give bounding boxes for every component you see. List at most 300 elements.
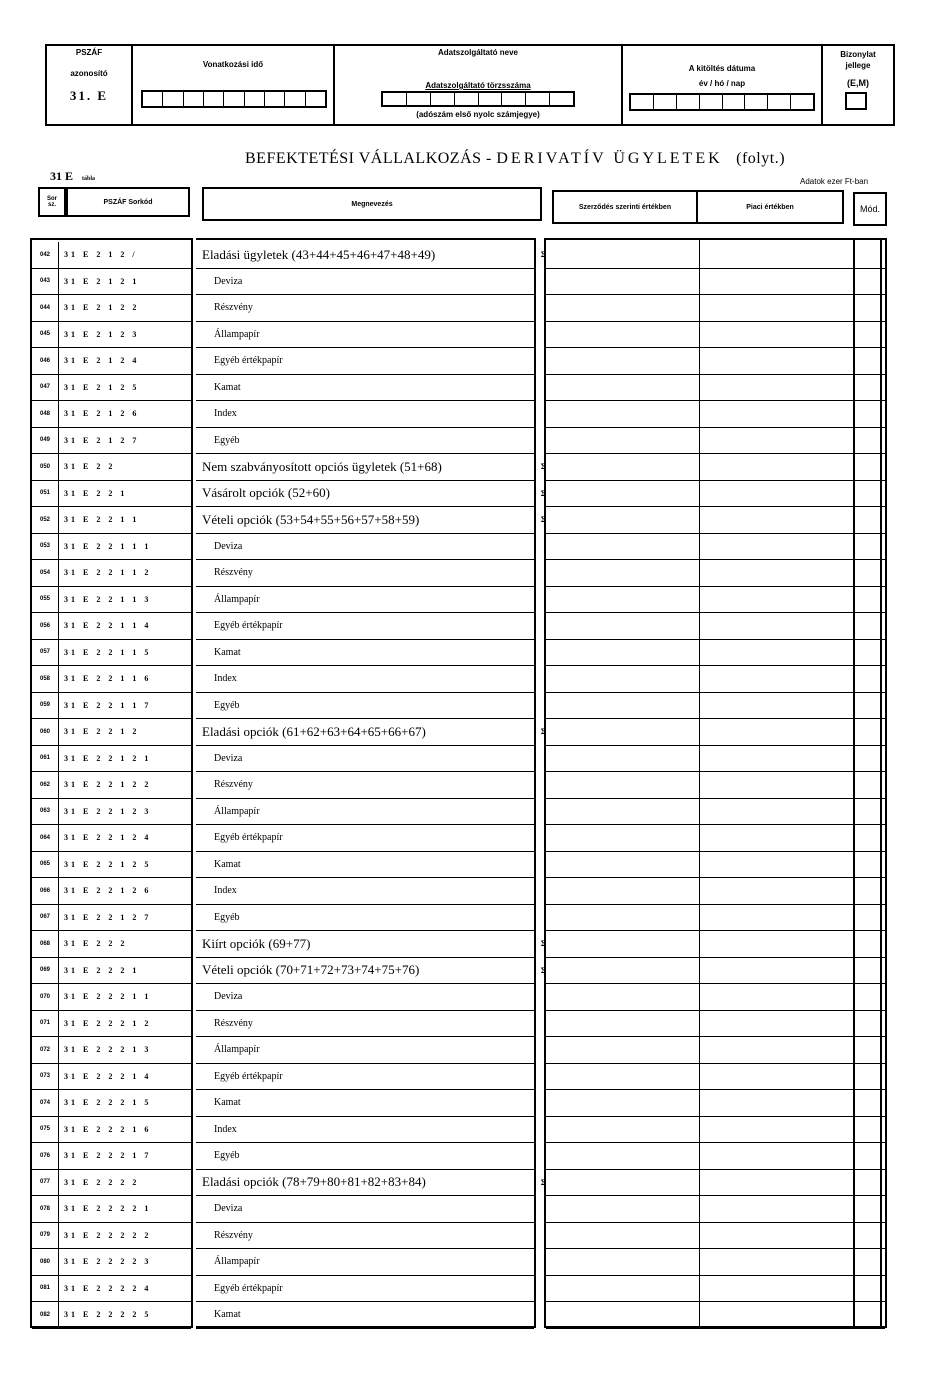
- mod-cell[interactable]: [855, 1223, 885, 1250]
- row-name: Nem szabványosított opciós ügyletek (51+68): [202, 458, 442, 474]
- sum-marker: Σ: [540, 250, 546, 259]
- table-row: [32, 931, 191, 958]
- table-row: [32, 481, 191, 508]
- row-number: 071: [32, 1011, 59, 1037]
- doc-type-label-2: jellege: [845, 61, 871, 70]
- row-name: Kamat: [214, 1309, 241, 1321]
- mod-cell[interactable]: [855, 322, 885, 349]
- units-note: Adatok ezer Ft-ban: [800, 177, 869, 186]
- row-number: 067: [32, 905, 59, 931]
- sum-marker: Σ: [540, 515, 546, 524]
- row-name: Egyéb: [214, 1150, 240, 1162]
- table-row: [32, 322, 191, 349]
- mod-cell[interactable]: [855, 666, 885, 693]
- mod-cell[interactable]: [855, 1037, 885, 1064]
- table-row: [32, 295, 191, 322]
- row-name: Egyéb: [214, 699, 240, 711]
- value-row: [546, 746, 880, 773]
- value-row: [546, 984, 880, 1011]
- value-row: [546, 1090, 880, 1117]
- table-row: [196, 799, 534, 826]
- value-row: [546, 242, 880, 269]
- row-number: 061: [32, 746, 59, 772]
- row-code: 31 E 2 1 2 4: [64, 356, 140, 366]
- contract-value-cell[interactable]: [546, 269, 699, 295]
- table-row: [32, 1302, 191, 1329]
- row-name: Állampapír: [214, 593, 260, 605]
- table-row: [196, 1011, 534, 1038]
- table-row: [32, 613, 191, 640]
- contract-value-cell[interactable]: [546, 348, 699, 374]
- doc-type-field[interactable]: [845, 92, 867, 110]
- contract-value-cell[interactable]: [546, 560, 699, 586]
- row-name: Részvény: [214, 302, 253, 314]
- values-table: [544, 238, 882, 1328]
- contract-value-cell[interactable]: [546, 746, 699, 772]
- contract-value-cell[interactable]: [546, 1276, 699, 1302]
- table-label: 31 E tábla: [50, 169, 96, 183]
- table-row: [32, 560, 191, 587]
- table-row: [196, 1090, 534, 1117]
- row-number: 069: [32, 958, 59, 984]
- mod-cell[interactable]: [855, 1302, 885, 1329]
- row-name: Index: [214, 673, 237, 685]
- sum-marker: Σ: [540, 488, 546, 498]
- mod-cell[interactable]: [855, 1090, 885, 1117]
- row-number: 060: [32, 719, 59, 745]
- table-row: [32, 401, 191, 428]
- value-row: [546, 269, 880, 296]
- contract-value-cell[interactable]: [546, 534, 699, 560]
- table-row: [196, 1276, 534, 1303]
- col-header-code: PSZÁF Sorkód: [66, 187, 190, 217]
- value-row: [546, 1302, 880, 1329]
- table-row: [32, 348, 191, 375]
- contract-value-cell[interactable]: [546, 454, 699, 480]
- row-name: Eladási opciók (78+79+80+81+82+83+84): [202, 1174, 426, 1190]
- value-row: [546, 666, 880, 693]
- row-name: Részvény: [214, 1017, 253, 1029]
- table-row: [196, 666, 534, 693]
- value-row: [546, 640, 880, 667]
- row-code: 31 E 2 2 1 2 3: [64, 806, 152, 816]
- row-number: 070: [32, 984, 59, 1010]
- table-row: [32, 1011, 191, 1038]
- row-number: 057: [32, 640, 59, 666]
- row-name: Deviza: [214, 991, 243, 1003]
- row-name: Deviza: [214, 275, 243, 287]
- contract-value-cell[interactable]: [546, 1170, 699, 1196]
- row-name: Állampapír: [214, 1256, 260, 1268]
- table-row: [32, 375, 191, 402]
- row-name: Index: [214, 408, 237, 420]
- name-table: [196, 238, 546, 1328]
- row-number: 076: [32, 1143, 59, 1169]
- mod-cell[interactable]: [855, 454, 885, 481]
- contract-value-cell[interactable]: [546, 958, 699, 984]
- row-code: 31 E 2 1 2 2: [64, 303, 140, 313]
- mod-cell[interactable]: [855, 587, 885, 614]
- row-number: 045: [32, 322, 59, 348]
- row-name: Index: [214, 885, 237, 897]
- contract-value-cell[interactable]: [546, 931, 699, 957]
- mod-cell[interactable]: [855, 958, 885, 985]
- row-name: Eladási opciók (61+62+63+64+65+66+67): [202, 723, 426, 739]
- row-number: 054: [32, 560, 59, 586]
- contract-value-cell[interactable]: [546, 587, 699, 613]
- contract-value-cell[interactable]: [546, 719, 699, 745]
- mod-cell[interactable]: [855, 1170, 885, 1197]
- row-number: 063: [32, 799, 59, 825]
- value-row: [546, 1249, 880, 1276]
- mod-cell[interactable]: [855, 295, 885, 322]
- mod-cell[interactable]: [855, 852, 885, 879]
- table-row: [32, 772, 191, 799]
- value-row: [546, 1276, 880, 1303]
- table-row: [32, 905, 191, 932]
- mod-cell[interactable]: [855, 719, 885, 746]
- value-row: [546, 1143, 880, 1170]
- row-code: 31 E 2 2 2 2 5: [64, 1310, 152, 1320]
- value-row: [546, 852, 880, 879]
- contract-value-cell[interactable]: [546, 1117, 699, 1143]
- row-code: 31 E 2 2 2 1 7: [64, 1151, 152, 1161]
- row-name: Vételi opciók (53+54+55+56+57+58+59): [202, 511, 420, 527]
- value-row: [546, 1196, 880, 1223]
- col-header-contract: Szerződés szerinti értékben: [552, 190, 698, 224]
- contract-value-cell[interactable]: [546, 878, 699, 904]
- contract-value-cell[interactable]: [546, 1064, 699, 1090]
- contract-value-cell[interactable]: [546, 242, 699, 268]
- mod-cell[interactable]: [855, 693, 885, 720]
- contract-value-cell[interactable]: [546, 1090, 699, 1116]
- row-name: Egyéb: [214, 434, 240, 446]
- period-label: Vonatkozási idő: [202, 60, 264, 69]
- table-row: [32, 693, 191, 720]
- row-number: 044: [32, 295, 59, 321]
- table-row: [32, 799, 191, 826]
- table-row: [196, 1117, 534, 1144]
- table-row: [32, 1090, 191, 1117]
- row-code: 31 E 2 2 1 1: [64, 515, 140, 525]
- provider-reg-field[interactable]: [381, 91, 575, 107]
- table-row: [196, 401, 534, 428]
- table-row: [196, 560, 534, 587]
- row-name: Egyéb értékpapír: [214, 1070, 283, 1082]
- value-row: [546, 295, 880, 322]
- table-row: [196, 905, 534, 932]
- table-row: [32, 1249, 191, 1276]
- row-code: 31 E 2 2 1 1 5: [64, 647, 152, 657]
- row-code: 31 E 2 2 2: [64, 939, 128, 949]
- row-code: 31 E 2 1 2 3: [64, 329, 140, 339]
- sum-marker: Σ: [540, 1177, 546, 1187]
- value-row: [546, 587, 880, 614]
- value-row: [546, 825, 880, 852]
- row-name: Egyéb értékpapír: [214, 1282, 283, 1294]
- contract-value-cell[interactable]: [546, 1037, 699, 1063]
- pszaf-label: PSZÁF: [75, 48, 103, 57]
- mod-cell[interactable]: [855, 984, 885, 1011]
- row-name: Részvény: [214, 779, 253, 791]
- contract-value-cell[interactable]: [546, 613, 699, 639]
- value-row: [546, 772, 880, 799]
- mod-cell[interactable]: [855, 375, 885, 402]
- mod-cell[interactable]: [855, 905, 885, 932]
- mod-cell[interactable]: [855, 534, 885, 561]
- sum-marker: Σ: [540, 939, 546, 948]
- value-row: [546, 348, 880, 375]
- doc-type-label: Bizonylat: [840, 50, 876, 59]
- row-code: 31 E 2 2 2 2 1: [64, 1204, 152, 1214]
- row-code: 31 E 2 2 1 2 6: [64, 886, 152, 896]
- contract-value-cell[interactable]: [546, 428, 699, 454]
- table-row: [196, 1302, 534, 1329]
- mod-cell[interactable]: [855, 401, 885, 428]
- row-name: Eladási ügyletek (43+44+45+46+47+48+49): [202, 246, 436, 262]
- table-row: [32, 587, 191, 614]
- value-row: [546, 1117, 880, 1144]
- mod-cell[interactable]: [855, 1011, 885, 1038]
- row-number: 055: [32, 587, 59, 613]
- row-code: 31 E 2 2 1 1 7: [64, 700, 152, 710]
- row-name: Kamat: [214, 858, 241, 870]
- period-cell: [133, 46, 335, 124]
- value-row: [546, 481, 880, 508]
- row-code: 31 E 2 2 1 2 2: [64, 780, 152, 790]
- table-row: [196, 1170, 546, 1197]
- mod-cell[interactable]: [855, 428, 885, 455]
- table-row: [32, 428, 191, 455]
- table-row: [32, 1223, 191, 1250]
- row-number: 046: [32, 348, 59, 374]
- contract-value-cell[interactable]: [546, 1249, 699, 1275]
- table-row: [32, 825, 191, 852]
- row-name: Deviza: [214, 752, 243, 764]
- contract-value-cell[interactable]: [546, 322, 699, 348]
- table-row: [196, 931, 546, 958]
- row-code: 31 E 2 2 1 2 4: [64, 833, 152, 843]
- row-number: 058: [32, 666, 59, 692]
- contract-value-cell[interactable]: [546, 825, 699, 851]
- contract-value-cell[interactable]: [546, 666, 699, 692]
- mod-cell[interactable]: [855, 242, 885, 269]
- col-header-row-num: Sor sz.: [38, 187, 66, 217]
- row-name: Kamat: [214, 381, 241, 393]
- table-row: [32, 1064, 191, 1091]
- table-row: [196, 746, 534, 773]
- mod-cell[interactable]: [855, 1249, 885, 1276]
- row-number: 059: [32, 693, 59, 719]
- table-row: [196, 1196, 534, 1223]
- row-name: Állampapír: [214, 328, 260, 340]
- value-row: [546, 1223, 880, 1250]
- contract-value-cell[interactable]: [546, 640, 699, 666]
- table-row: [32, 242, 191, 269]
- mod-cell[interactable]: [855, 772, 885, 799]
- table-row: [32, 534, 191, 561]
- contract-value-cell[interactable]: [546, 772, 699, 798]
- row-number: 053: [32, 534, 59, 560]
- contract-value-cell[interactable]: [546, 693, 699, 719]
- row-code: 31 E 2 1 2 1: [64, 276, 140, 286]
- row-code: 31 E 2 2 2 2: [64, 1177, 140, 1187]
- table-row: [32, 1143, 191, 1170]
- row-number: 051: [32, 481, 59, 507]
- contract-value-cell[interactable]: [546, 481, 699, 507]
- mod-cell[interactable]: [855, 799, 885, 826]
- row-number: 042: [32, 242, 59, 268]
- contract-value-cell[interactable]: [546, 507, 699, 533]
- value-row: [546, 958, 880, 985]
- row-name: Egyéb értékpapír: [214, 620, 283, 632]
- table-row: [196, 852, 534, 879]
- sum-marker: Σ: [540, 965, 546, 975]
- row-name: Egyéb értékpapír: [214, 355, 283, 367]
- mod-cell[interactable]: [855, 931, 885, 958]
- row-number: 082: [32, 1302, 59, 1328]
- row-number: 072: [32, 1037, 59, 1063]
- mod-cell[interactable]: [855, 825, 885, 852]
- contract-value-cell[interactable]: [546, 984, 699, 1010]
- row-name: Egyéb értékpapír: [214, 832, 283, 844]
- row-code: 31 E 2 2 1 2 7: [64, 912, 152, 922]
- value-row: [546, 931, 880, 958]
- table-row: [32, 1276, 191, 1303]
- row-number: 048: [32, 401, 59, 427]
- table-row: [32, 1117, 191, 1144]
- row-number: 065: [32, 852, 59, 878]
- doc-type-values: (E,M): [847, 78, 869, 88]
- row-code: 31 E 2 2 2 2 4: [64, 1283, 152, 1293]
- value-row: [546, 799, 880, 826]
- mod-cell[interactable]: [855, 507, 885, 534]
- table-row: [196, 984, 534, 1011]
- contract-value-cell[interactable]: [546, 295, 699, 321]
- row-code: 31 E 2 2 2 2 3: [64, 1257, 152, 1267]
- table-row: [196, 1249, 534, 1276]
- page-title: [245, 150, 785, 168]
- contract-value-cell[interactable]: [546, 1223, 699, 1249]
- table-row: [196, 693, 534, 720]
- mod-cell[interactable]: [855, 640, 885, 667]
- provider-reg-label: Adatszolgáltató törzsszáma: [425, 81, 531, 90]
- table-row: [196, 1064, 534, 1091]
- provider-cell: [335, 46, 623, 124]
- row-number: 074: [32, 1090, 59, 1116]
- mod-cell[interactable]: [855, 878, 885, 905]
- row-number: 068: [32, 931, 59, 957]
- mod-cell[interactable]: [855, 1143, 885, 1170]
- contract-value-cell[interactable]: [546, 1143, 699, 1169]
- pszaf-id-cell: [47, 46, 133, 124]
- mod-cell[interactable]: [855, 1117, 885, 1144]
- fill-date-field[interactable]: [629, 93, 815, 111]
- provider-reg-note: (adószám első nyolc számjegye): [416, 110, 540, 119]
- row-name: Egyéb: [214, 911, 240, 923]
- contract-value-cell[interactable]: [546, 1011, 699, 1037]
- value-row: [546, 322, 880, 349]
- table-row: [32, 852, 191, 879]
- value-row: [546, 878, 880, 905]
- table-row: [32, 719, 191, 746]
- row-number: 064: [32, 825, 59, 851]
- mod-cell[interactable]: [855, 269, 885, 296]
- contract-value-cell[interactable]: [546, 375, 699, 401]
- contract-value-cell[interactable]: [546, 1196, 699, 1222]
- mod-cell[interactable]: [855, 560, 885, 587]
- row-code: 31 E 2 2: [64, 462, 116, 472]
- table-row: [196, 269, 534, 296]
- mod-table: [853, 238, 887, 1328]
- row-code: 31 E 2 2 1 1 3: [64, 594, 152, 604]
- contract-value-cell[interactable]: [546, 401, 699, 427]
- mod-cell[interactable]: [855, 348, 885, 375]
- mod-cell[interactable]: [855, 746, 885, 773]
- period-field[interactable]: [141, 90, 327, 108]
- mod-cell[interactable]: [855, 481, 885, 508]
- value-row: [546, 1170, 880, 1197]
- value-row: [546, 534, 880, 561]
- mod-cell[interactable]: [855, 1064, 885, 1091]
- col-header-market: Piaci értékben: [696, 190, 844, 224]
- sum-marker: Σ: [540, 462, 546, 471]
- contract-value-cell[interactable]: [546, 852, 699, 878]
- mod-cell[interactable]: [855, 1196, 885, 1223]
- row-code: 31 E 2 2 2 1 4: [64, 1071, 152, 1081]
- table-row: [32, 640, 191, 667]
- row-name: Deviza: [214, 540, 243, 552]
- title-part-1: BEFEKTETÉSI VÁLLALKOZÁS -: [245, 150, 497, 167]
- row-code: 31 E 2 2 2 1 3: [64, 1045, 152, 1055]
- contract-value-cell[interactable]: [546, 799, 699, 825]
- pszaf-code: 31. E: [69, 88, 109, 103]
- value-row: [546, 613, 880, 640]
- row-name: Részvény: [214, 567, 253, 579]
- value-row: [546, 375, 880, 402]
- row-number: 075: [32, 1117, 59, 1143]
- table-row: [196, 878, 534, 905]
- row-name: Részvény: [214, 1229, 253, 1241]
- row-number: 062: [32, 772, 59, 798]
- table-row: [196, 640, 534, 667]
- fill-date-label: A kitöltés dátuma: [688, 64, 756, 73]
- contract-value-cell[interactable]: [546, 905, 699, 931]
- table-row: [32, 507, 191, 534]
- row-code: 31 E 2 2 1 2 1: [64, 753, 152, 763]
- table-row: [196, 534, 534, 561]
- mod-cell[interactable]: [855, 613, 885, 640]
- doc-type-cell: [823, 46, 893, 124]
- value-row: [546, 1011, 880, 1038]
- row-code: 31 E 2 1 2 7: [64, 435, 140, 445]
- row-code: 31 E 2 2 1 1 4: [64, 621, 152, 631]
- table-row: [32, 1037, 191, 1064]
- row-number: 078: [32, 1196, 59, 1222]
- contract-value-cell[interactable]: [546, 1302, 699, 1328]
- row-number: 073: [32, 1064, 59, 1090]
- row-code: 31 E 2 2 1: [64, 488, 128, 498]
- row-number: 043: [32, 269, 59, 295]
- table-row: [32, 1170, 191, 1197]
- row-code: 31 E 2 2 2 1: [64, 965, 140, 975]
- table-row: [196, 348, 534, 375]
- row-number: 056: [32, 613, 59, 639]
- pszaf-label-2: azonosító: [70, 69, 108, 78]
- row-number: 081: [32, 1276, 59, 1302]
- mod-cell[interactable]: [855, 1276, 885, 1303]
- row-name: Kamat: [214, 646, 241, 658]
